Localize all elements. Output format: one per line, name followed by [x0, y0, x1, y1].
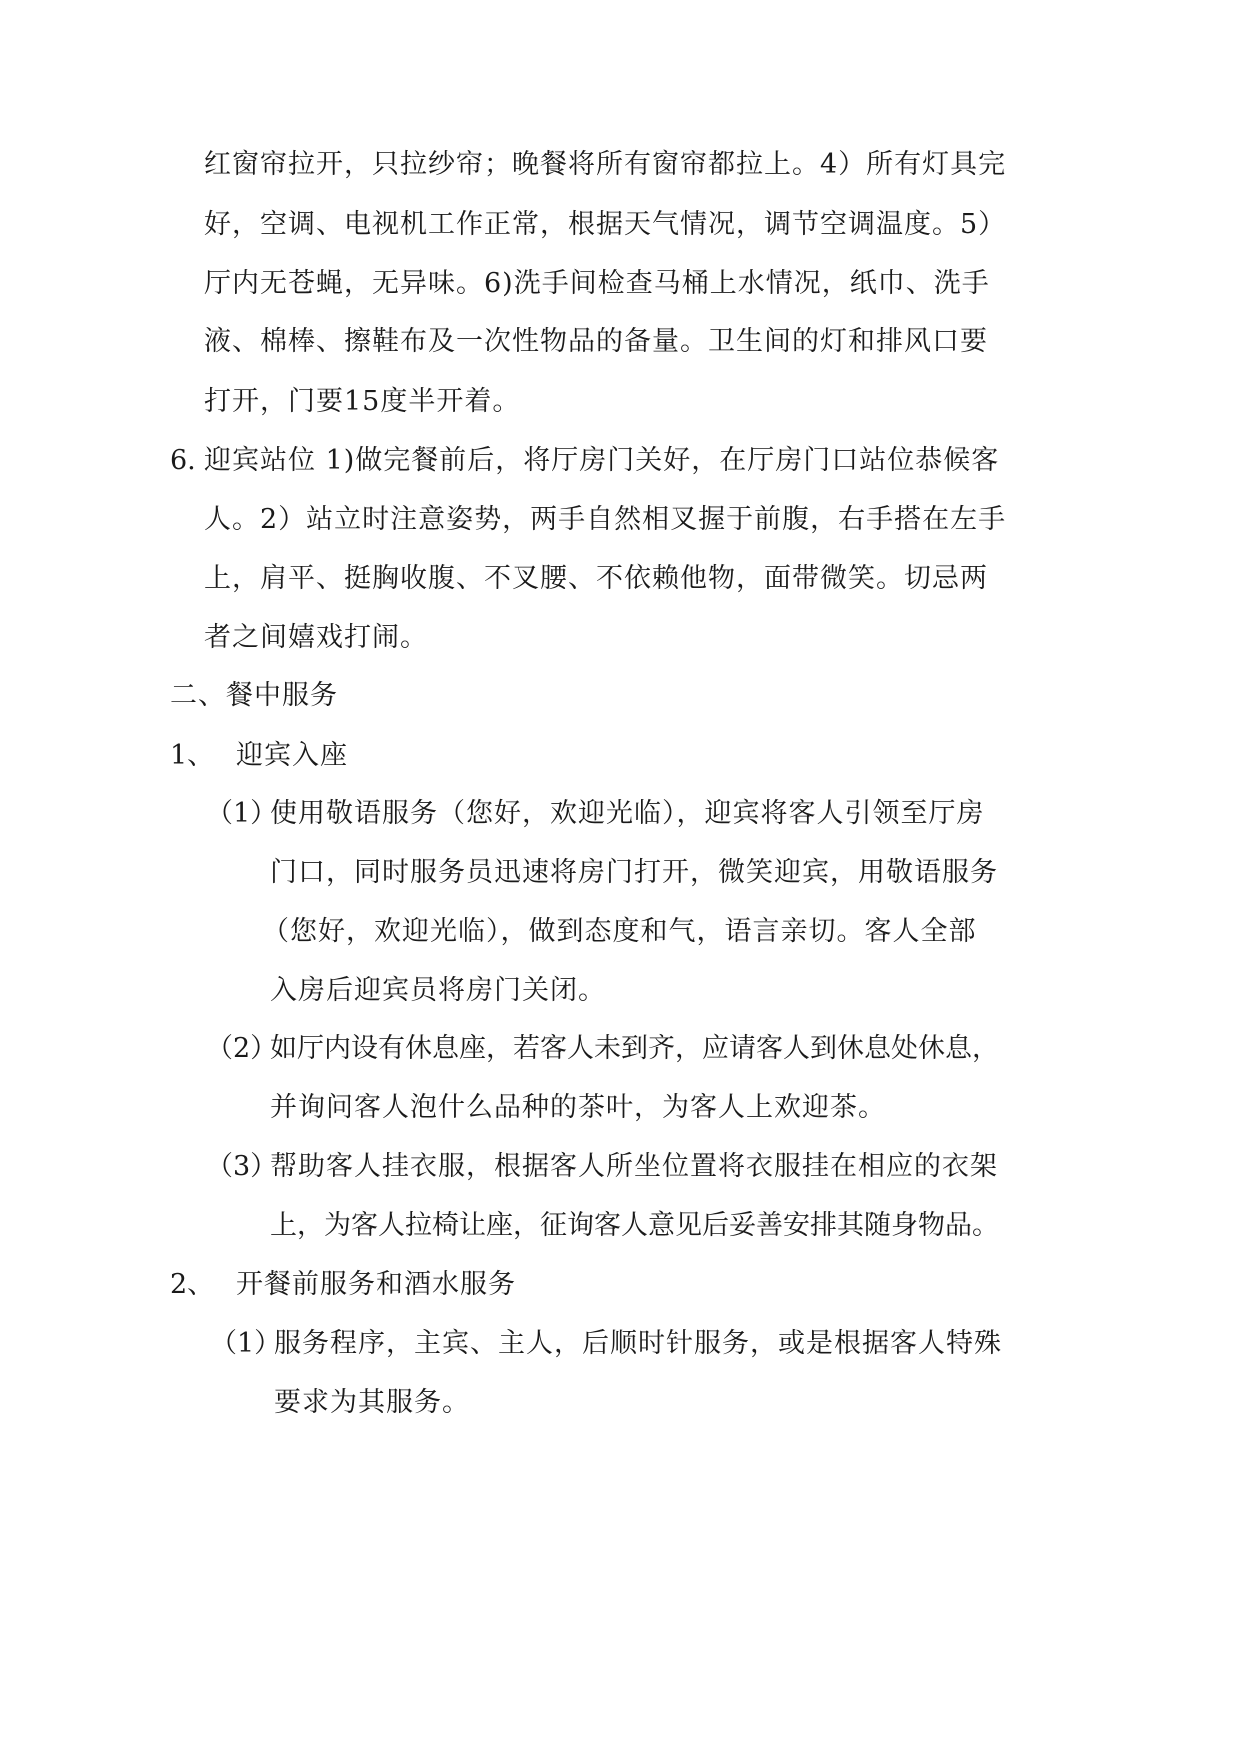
paragraph-line: 帮助客人挂衣服，根据客人所坐位置将衣服挂在相应的衣架: [270, 1151, 998, 1182]
paragraph-line: 人。2）站立时注意姿势，两手自然相叉握于前腹，右手搭在左手: [204, 504, 1007, 535]
paragraph-line: 厅内无苍蝇，无异味。6)洗手间检查马桶上水情况，纸巾、洗手: [204, 268, 990, 299]
subsection-title: 开餐前服务和酒水服务: [236, 1269, 516, 1300]
paragraph-line: 好，空调、电视机工作正常，根据天气情况，调节空调温度。5）: [204, 209, 1007, 240]
section-heading: 二、餐中服务: [170, 680, 338, 711]
subsection-number: 2、: [170, 1269, 215, 1300]
paragraph-line: 使用敬语服务（您好，欢迎光临），迎宾将客人引领至厅房: [270, 798, 985, 829]
subsection-number: 1、: [170, 740, 215, 771]
paragraph-line: 打开，门要15度半开着。: [204, 386, 521, 417]
paragraph-line: 液、棉棒、擦鞋布及一次性物品的备量。卫生间的灯和排风口要: [204, 326, 988, 357]
paragraph-line: （您好，欢迎光临），做到态度和气，语言亲切。客人全部: [262, 916, 977, 947]
paragraph-line: 如厅内设有休息座，若客人未到齐，应请客人到休息处休息，: [270, 1033, 999, 1064]
item-number: 6.: [170, 445, 196, 476]
paragraph-line: 门口，同时服务员迅速将房门打开，微笑迎宾，用敬语服务: [270, 857, 998, 888]
paragraph-line: 入房后迎宾员将房门关闭。: [270, 975, 606, 1006]
item-label: （3）: [206, 1151, 278, 1182]
paragraph-line: 要求为其服务。: [274, 1387, 470, 1418]
paragraph-line: 服务程序，主宾、主人，后顺时针服务，或是根据客人特殊: [274, 1328, 1002, 1359]
paragraph-line: 红窗帘拉开，只拉纱帘；晚餐将所有窗帘都拉上。4）所有灯具完: [204, 149, 1007, 180]
item-label: （1）: [206, 798, 278, 829]
paragraph-line: 并询问客人泡什么品种的茶叶，为客人上欢迎茶。: [270, 1092, 886, 1123]
paragraph-line: 迎宾站位 1)做完餐前后，将厅房门关好，在厅房门口站位恭候客: [204, 445, 1000, 476]
paragraph-line: 上，为客人拉椅让座，征询客人意见后妥善安排其随身物品。: [270, 1210, 999, 1241]
subsection-title: 迎宾入座: [236, 740, 348, 771]
paragraph-line: 者之间嬉戏打闹。: [204, 622, 428, 653]
item-label: （1）: [210, 1328, 282, 1359]
paragraph-line: 上，肩平、挺胸收腹、不叉腰、不依赖他物，面带微笑。切忌两: [204, 563, 988, 594]
item-label: （2）: [206, 1033, 278, 1064]
